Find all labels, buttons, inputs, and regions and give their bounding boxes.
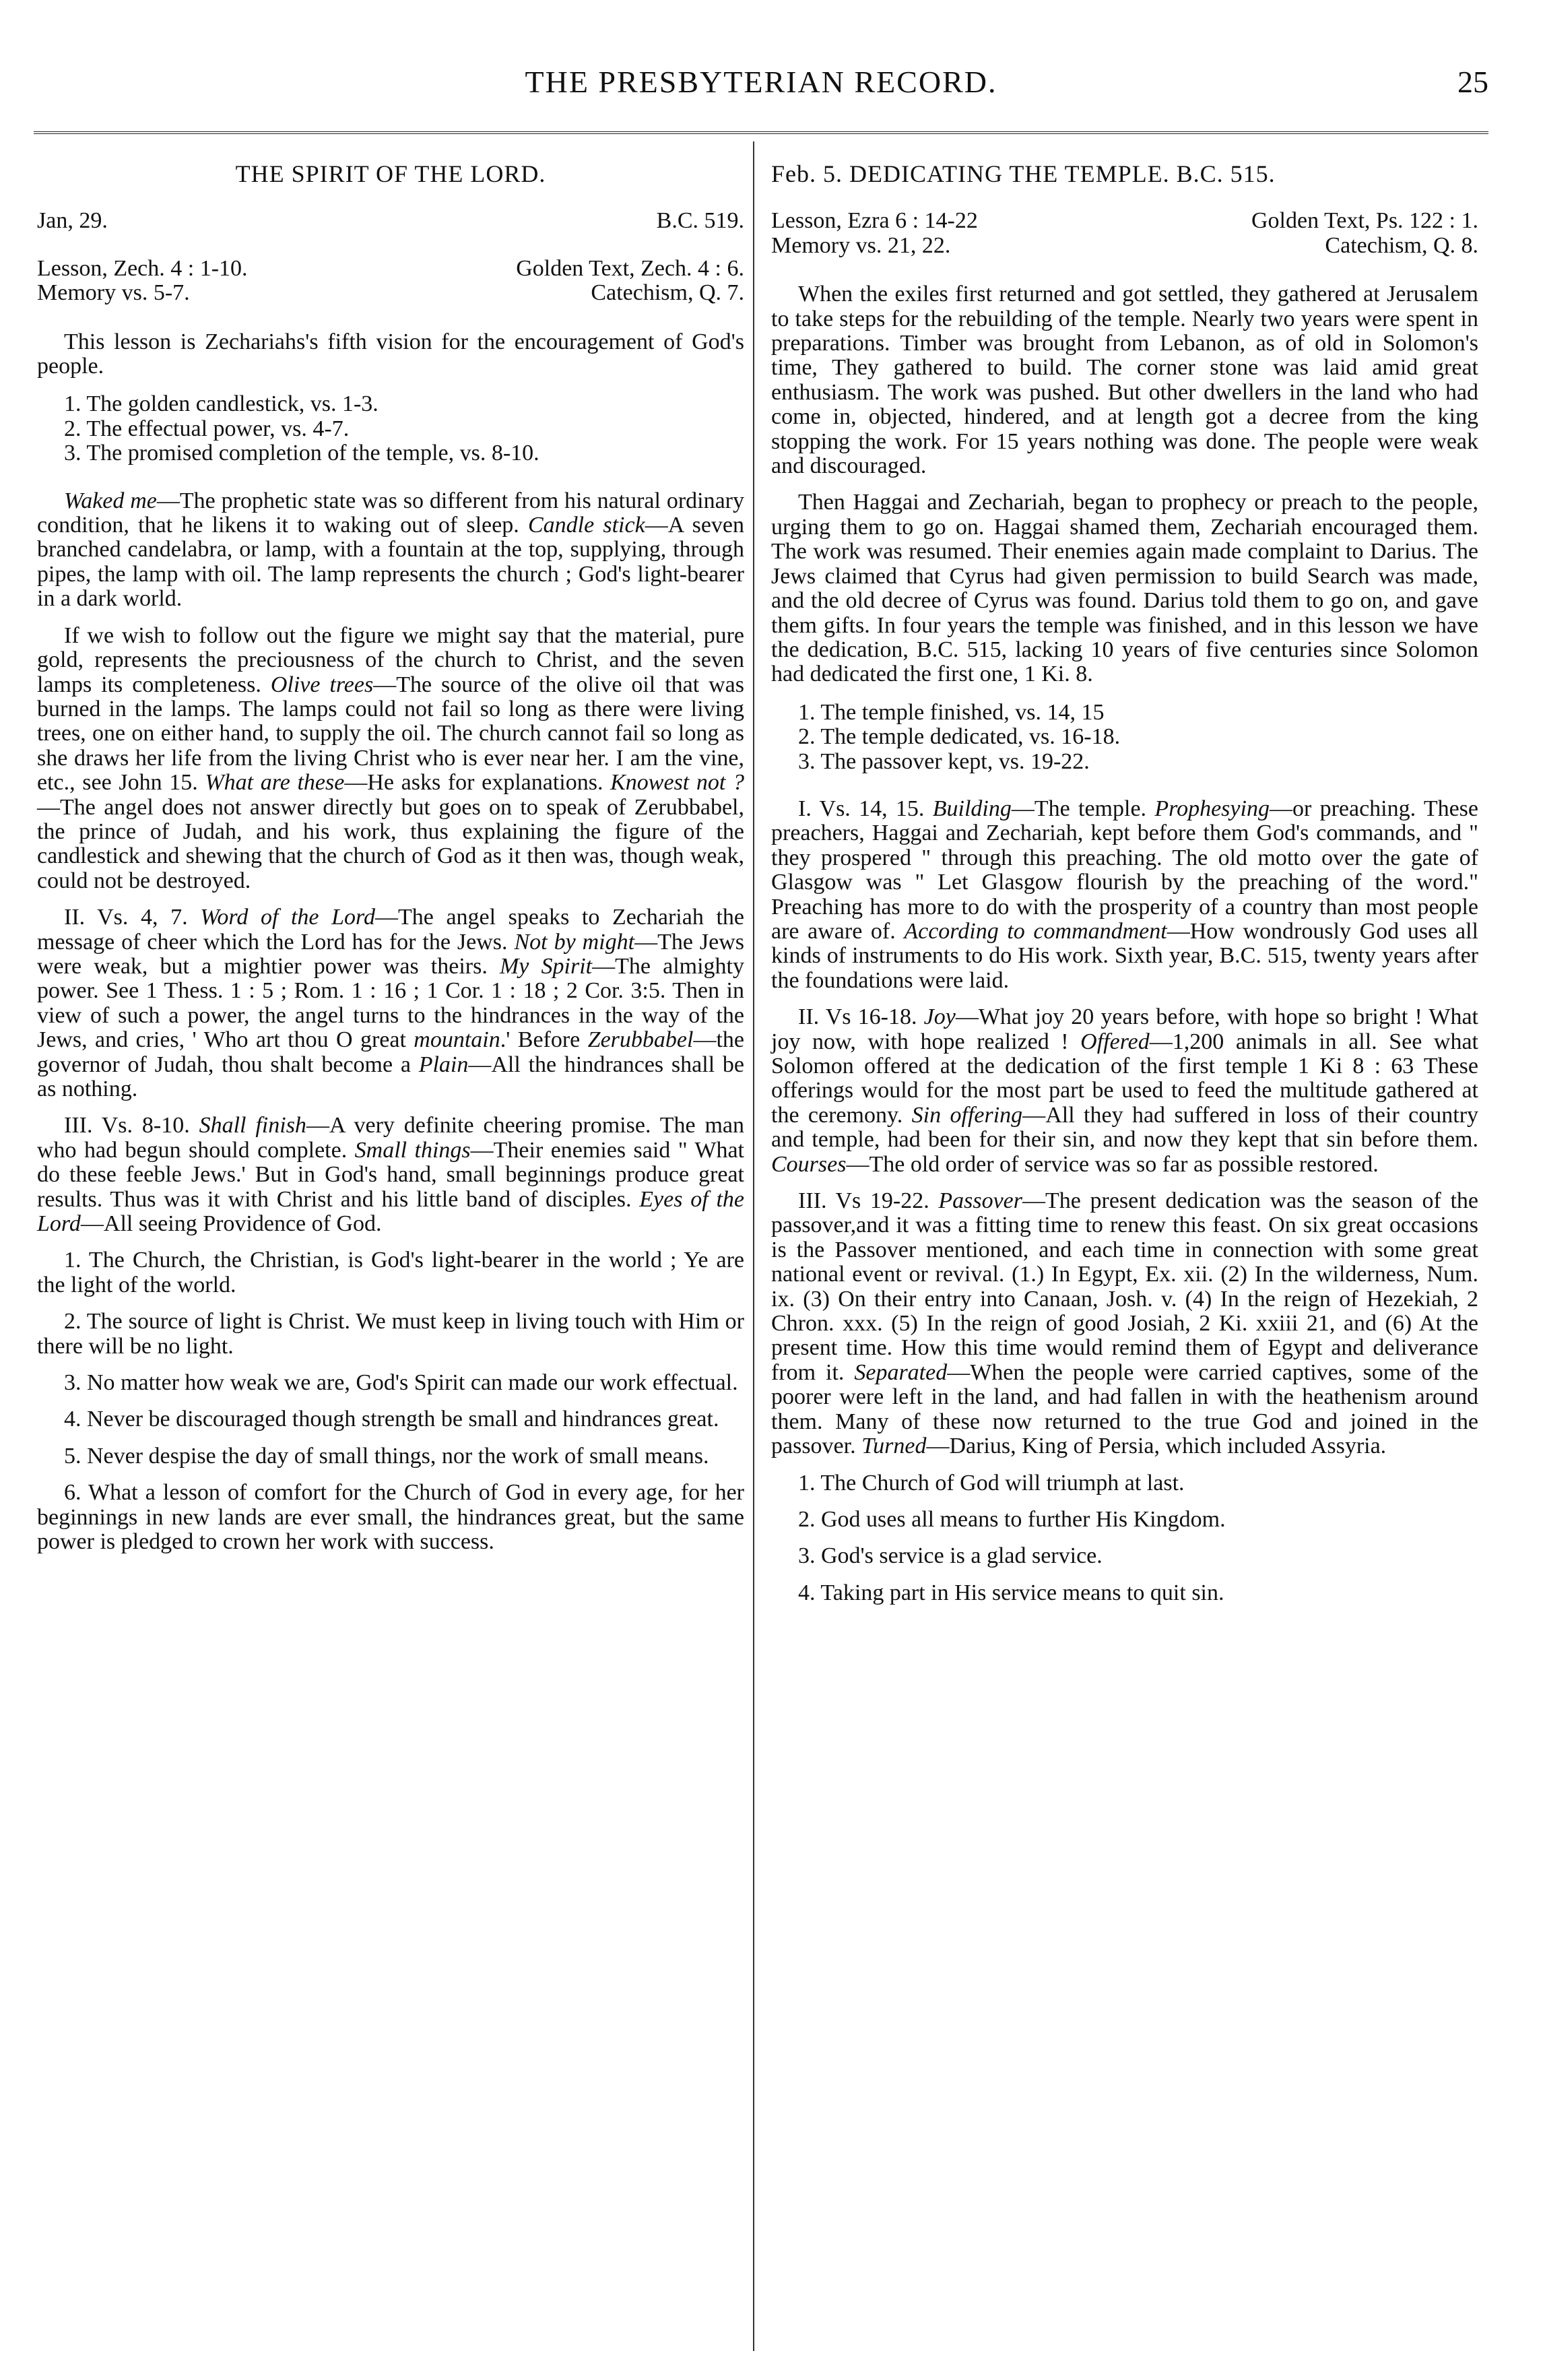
practical-lesson: 4. Taking part in His service means to quit sin. (798, 1580, 1224, 1605)
lesson-reference: Lesson, Zech. 4 : 1-10. (37, 255, 248, 281)
golden-text: Golden Text, Ps. 122 : 1. (1251, 208, 1478, 234)
commentary-text: —or preaching. These preachers, Haggai and Zechariah, kept before them God's commands, and " they prospered " through this preaching. The old motto over the gate of Glasgow was " Let Glasgow flourish by the preaching of the word." Preaching has more to do with the prosperity of a country than most people are aware of. (771, 796, 1478, 944)
page-number: 25 (1457, 65, 1488, 99)
right-column (771, 162, 1478, 1617)
commentary-paragraph (771, 797, 1478, 993)
commentary-text: —All the hindrances shall be as nothing. (37, 1052, 744, 1101)
commentary-paragraph (37, 905, 744, 1101)
catechism: Catechism, Q. 7. (591, 280, 744, 306)
commentary-text: —How wondrously God uses all kinds of instruments to do His work. Sixth year, B.C. 515, twenty years after the foundations were laid. (771, 918, 1478, 993)
memory-verses: Memory vs. 21, 22. (771, 232, 951, 258)
running-title: THE PRESBYTERIAN RECORD. (525, 65, 997, 99)
outline-item: 1. The temple finished, vs. 14, 15 (798, 699, 1105, 725)
catechism: Catechism, Q. 8. (1325, 232, 1478, 258)
commentary-text: —The old order of service was so far as possible restored. (846, 1151, 1379, 1177)
commentary-text: —All they had suffered in loss of their country and temple, had been for their sin, and now they kept that sin before them. (771, 1102, 1479, 1153)
outline-item: 3. The passover kept, vs. 19-22. (798, 748, 1090, 774)
column-divider (753, 141, 754, 2351)
term: Building (932, 796, 1012, 821)
practical-lesson: 3. God's service is a glad service. (798, 1543, 1103, 1569)
term: According to commandment (904, 918, 1167, 944)
commentary-text: —The angel does not answer directly but goes on to speak of Zerubbabel, the prince of Judah, and his work, thus explaining the figure of the candlestick and shewing that the church of God as it then was, though weak, could not be destroyed. (37, 794, 744, 893)
commentary-paragraph (771, 1005, 1478, 1177)
commentary-text: —The angel speaks to Zechariah the message of cheer which the Lord has for the Jews. (37, 905, 744, 955)
term: Knowest not ? (610, 770, 744, 796)
commentary-text: —When the people were carried captives, some of the poorer were left in the land, and had fallen in with the heathenism around them. Many of these now returned to the true God and joined in the passover. (771, 1359, 1478, 1459)
lesson-intro: Then Haggai and Zechariah, began to prophecy or preach to the people, urging them to go on. Haggai shamed them, Zechariah encouraged them. The work was resumed. Their enemies again made complaint to Darius. The Jews claimed that Cyrus had given permission to build Search was made, and the old decree of Cyrus was found. Darius told them to go on, and gave them gifts. In four years the temple was finished, and in this lesson we have the dedication, B.C. 515, lacking 10 years of five centuries since Solomon had dedicated the first one, 1 Ki. 8. (771, 490, 1478, 687)
term: Separated (854, 1359, 948, 1385)
term: Olive trees (270, 672, 374, 697)
commentary-text: —He asks for explanations. (344, 770, 611, 796)
lesson-heading: Feb. 5. DEDICATING THE TEMPLE. B.C. 515. (771, 160, 1276, 187)
commentary-text: —A very definite cheering promise. The man who had begun should complete. (37, 1113, 744, 1163)
commentary-text: —The prophetic state was so different from his natural ordinary condition, that he likens it to waking out of sleep. (37, 488, 744, 538)
term: Prophesying (1154, 796, 1270, 821)
practical-lesson: 1. The Church, the Christian, is God's light-bearer in the world ; Ye are the light of the world. (37, 1248, 744, 1297)
term: What are these (205, 770, 345, 796)
term: My Spirit (499, 953, 593, 979)
commentary-text: —A seven branched candelabra, or lamp, with a fountain at the top, supplying, through pipes, the lamp with oil. The lamp represents the church ; God's light-bearer in a dark world. (37, 513, 745, 612)
term: Shall finish (199, 1113, 306, 1138)
commentary-paragraph (37, 1114, 744, 1236)
lesson-intro: When the exiles first returned and got settled, they gathered at Jerusalem to take steps for the rebuilding of the temple. Nearly two years were spent in preparations. Timber was brought from Lebanon, as of old in Solomon's time, They gathered to build. The corner stone was laid amid great enthusiasm. The work was pushed. But other dwellers in the land who had come in, objected, hindered, and at length got a decree from the king stopping the work. For 15 years nothing was done. The people were weak and discouraged. (771, 282, 1478, 479)
term: Not by might (514, 929, 635, 955)
commentary-text: —1,200 animals in all. See what Solomon offered at the dedication of the first temple 1 Ki 8 : 63 These offerings would for the most part be used to feed the multitude gathered at the ceremony. (771, 1029, 1478, 1128)
lesson-reference: Lesson, Ezra 6 : 14-22 (771, 208, 978, 234)
section-lead: II. Vs. 4, 7. (64, 905, 201, 930)
commentary-text: —The almighty power. See 1 Thess. 1 : 5 ; Rom. 1 : 16 ; 1 Cor. 1 : 18 ; 2 Cor. 3:5. Then in view of such a power, the angel turns to the hindrances in the way of the Jews, and cries, ' Who art thou O great (37, 953, 744, 1053)
commentary-text: —The source of the olive oil that was burned in the lamps. The lamps could not fail so long as there were living trees, one on either hand, to supply the oil. The church cannot fail so long as she draws her life from the living Christ who is ever near her. I am the vine, etc., see John 15. (37, 672, 744, 796)
outline-item: 2. The effectual power, vs. 4-7. (64, 416, 350, 441)
term: Sin offering (911, 1102, 1023, 1128)
term: Joy (923, 1004, 956, 1030)
commentary-paragraph (771, 1189, 1478, 1458)
commentary-paragraph (37, 489, 744, 612)
term: Eyes of the Lord (37, 1186, 744, 1237)
commentary-text: —The present dedication was the season of the passover,and it was a fitting time to renew this feast. On six great occasions is the Passover mentioned, and each time in connection with some great national event or revival. (1.) In Egypt, Ex. xii. (2) In the wilderness, Num. ix. (3) On their entry into Canaan, Josh. v. (4) In the reign of Hezekiah, 2 Chron. xxx. (5) In the reign of good Josiah, 2 Ki. xxiii 21, and (6) At the present time. How this time would remind them of Egypt and deliverance from it. (771, 1188, 1478, 1385)
term: Small things (354, 1137, 471, 1163)
term: Candle stick (527, 513, 645, 538)
commentary-text: —The temple. (1011, 796, 1155, 821)
section-lead: III. Vs. 8-10. (64, 1113, 199, 1138)
section-lead: I. Vs. 14, 15. (798, 796, 933, 821)
outline-item: 1. The golden candlestick, vs. 1-3. (64, 391, 379, 417)
page-header (34, 64, 1488, 125)
term: Waked me (64, 488, 157, 513)
commentary-text: —the governor of Judah, thou shalt become a (37, 1027, 744, 1077)
term: Word of the Lord (200, 905, 375, 930)
term: Turned (861, 1434, 927, 1459)
header-rule (34, 131, 1488, 134)
commentary-paragraph (37, 624, 744, 893)
lesson-date: Jan, 29. (37, 208, 108, 234)
left-column (37, 162, 744, 1567)
outline-item: 2. The temple dedicated, vs. 16-18. (798, 724, 1121, 750)
lesson-heading: THE SPIRIT OF THE LORD. (235, 160, 546, 187)
commentary-text: —The Jews were weak, but a mightier power was theirs. (37, 929, 744, 979)
outline-item: 3. The promised completion of the temple, vs. 8-10. (64, 441, 539, 466)
lesson-intro: This lesson is Zechariahs's fifth vision for the encouragement of God's people. (37, 329, 744, 379)
commentary-text: —What joy 20 years before, with hope so bright ! What joy now, with hope realized ! (771, 1004, 1478, 1054)
lesson-era: B.C. 519. (656, 208, 744, 234)
practical-lesson: 4. Never be discouraged though strength be small and hindrances great. (64, 1407, 719, 1432)
section-lead: II. Vs 16-18. (798, 1004, 924, 1030)
practical-lesson: 1. The Church of God will triumph at last. (798, 1470, 1185, 1495)
practical-lesson: 2. God uses all means to further His Kingdom. (798, 1506, 1226, 1532)
memory-verses: Memory vs. 5-7. (37, 280, 190, 306)
lesson-outline (771, 701, 1478, 774)
reference-row (771, 209, 1478, 233)
practical-lesson: 2. The source of light is Christ. We must keep in living touch with Him or there will be no light. (37, 1309, 744, 1359)
commentary-text: —All seeing Providence of God. (80, 1211, 382, 1237)
practical-lesson: 3. No matter how weak we are, God's Spirit can made our work effectual. (64, 1370, 738, 1396)
commentary-text: If we wish to follow out the figure we might say that the material, pure gold, represents the preciousness of the church to Christ, and the seven lamps its completeness. (37, 622, 744, 697)
term: Passover (938, 1188, 1023, 1214)
commentary-text: —Darius, King of Persia, which included Assyria. (926, 1434, 1387, 1459)
memory-row (37, 281, 744, 305)
commentary-text: —Their enemies said " What do these feeble Jews.' But in God's hand, small beginnings produce great results. Thus was it with Christ and his little band of disciples. (37, 1137, 745, 1212)
golden-text: Golden Text, Zech. 4 : 6. (516, 255, 744, 281)
term: Courses (771, 1151, 847, 1177)
date-row (37, 209, 744, 233)
term: Plain (418, 1052, 469, 1077)
commentary-text: .' Before (500, 1027, 588, 1053)
reference-row (37, 257, 744, 281)
term: Offered (1080, 1029, 1150, 1054)
section-lead: III. Vs 19-22. (798, 1188, 939, 1214)
lesson-outline (37, 392, 744, 465)
memory-row (771, 234, 1478, 258)
term: mountain (414, 1027, 500, 1053)
practical-lesson: 6. What a lesson of comfort for the Church of God in every age, for her beginnings in new lands are ever small, the hindrances great, but the same power is pledged to crown her work with success. (37, 1480, 744, 1555)
term: Zerubbabel (587, 1027, 694, 1053)
practical-lesson: 5. Never despise the day of small things, nor the work of small means. (64, 1443, 709, 1469)
